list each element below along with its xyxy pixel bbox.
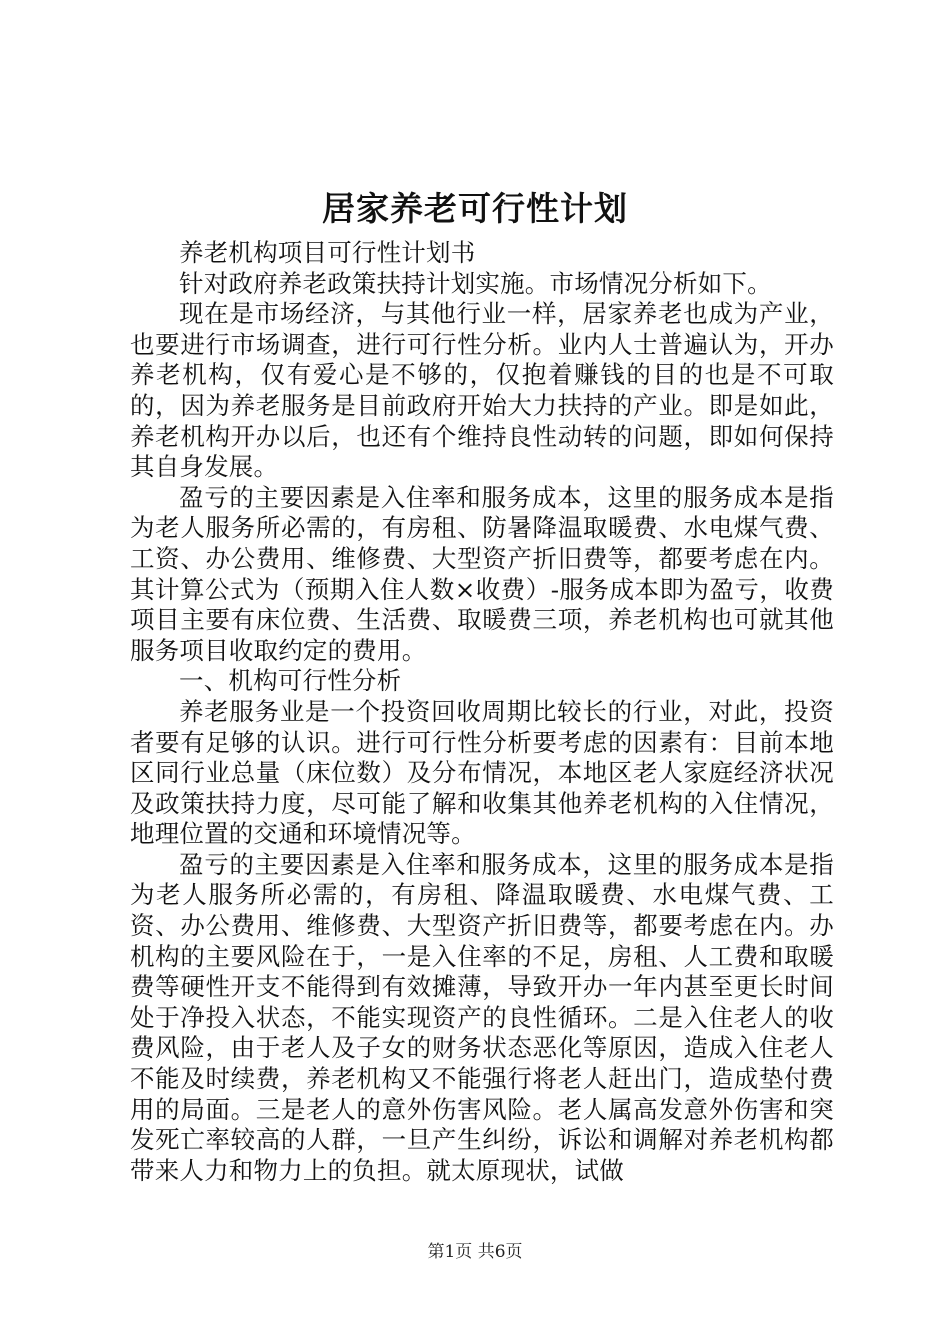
section-heading-feasibility: 一、机构可行性分析 bbox=[179, 666, 402, 696]
paragraph-investment-cycle: 养老服务业是一个投资回收周期比较长的行业，对此，投资者要有足够的认识。进行可行性分析要考虑的因素有：目前本地区同行业总量（床位数）及分布情况，本地区老人家庭经济状况及政策扶持力度，尽可能了解和收集其他养老机构的入住情况，地理位置的交通和环境情况等。 bbox=[130, 696, 834, 849]
document-body bbox=[130, 238, 834, 1186]
paragraph-intro: 针对政府养老政策扶持计划实施。市场情况分析如下。 bbox=[179, 268, 772, 298]
paragraph-market-economy: 现在是市场经济，与其他行业一样，居家养老也成为产业，也要进行市场调查，进行可行性分析。业内人士普遍认为，开办养老机构，仅有爱心是不够的，仅抱着赚钱的目的也是不可取的，因为养老服务是目前政府开始大力扶持的产业。即是如此，养老机构开办以后，也还有个维持良性动转的问题，即如何保持其自身发展。 bbox=[130, 299, 834, 482]
page-number-footer: 第1页 共6页 bbox=[427, 1242, 523, 1262]
document-title: 居家养老可行性计划 bbox=[322, 189, 628, 228]
paragraph-subtitle: 养老机构项目可行性计划书 bbox=[179, 238, 476, 267]
paragraph-profit-factors: 盈亏的主要因素是入住率和服务成本，这里的服务成本是指为老人服务所必需的，有房租、防暑降温取暖费、水电煤气费、工资、办公费用、维修费、大型资产折旧费等，都要考虑在内。其计算公式为（预期入住人数×收费）-服务成本即为盈亏，收费项目主要有床位费、生活费、取暖费三项，养老机构也可就其他服务项目收取约定的费用。 bbox=[130, 482, 834, 665]
paragraph-risks: 盈亏的主要因素是入住率和服务成本，这里的服务成本是指为老人服务所必需的，有房租、降温取暖费、水电煤气费、工资、办公费用、维修费、大型资产折旧费等，都要考虑在内。办机构的主要风险在于，一是入住率的不足，房租、人工费和取暖费等硬性开支不能得到有效摊薄，导致开办一年内甚至更长时间处于净投入状态，不能实现资产的良性循环。二是入住老人的收费风险，由于老人及子女的财务状态恶化等原因，造成入住老人不能及时续费，养老机构又不能强行将老人赶出门，造成垫付费用的局面。三是老人的意外伤害风险。老人属高发意外伤害和突发死亡率较高的人群，一旦产生纠纷，诉讼和调解对养老机构都带来人力和物力上的负担。就太原现状，试做 bbox=[130, 849, 834, 1185]
